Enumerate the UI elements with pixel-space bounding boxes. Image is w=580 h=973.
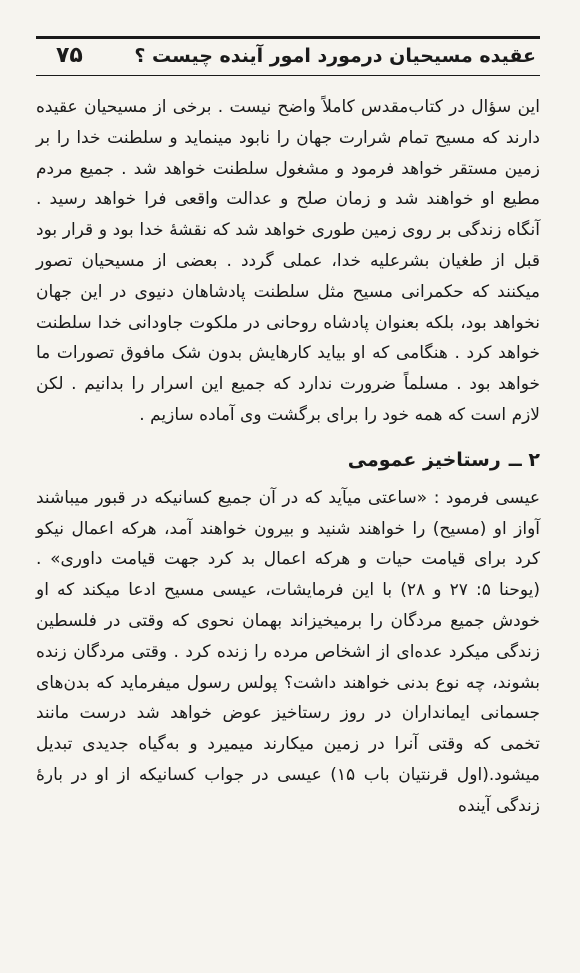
paragraph-2: عیسی فرمود : «ساعتی میآید که در آن جمیع کسانیکه در قبور میباشند آواز او (مسیح) را خواهند شنید و بیرون خواهند آمد، هرکه اعمال نیکو کرد برای قیامت حیات و هرکه اعمال بد کرد جهت قیامت داوری» .(یوحنا ۵: ۲۷ و ۲۸) با این فرمایشات، عیسی مسیح ادعا میکند که او خودش جمیع مردگان را برمیخیزاند بهمان نحوی که وقتی در فلسطین زندگی میکرد عده‌ای از اشخاص مرده را زنده کرد . وقتی مردگان زنده بشوند، چه نوع بدنی خواهند داشت؟ پولس رسول میفرماید که بدن‌های جسمانی ایمانداران در روز رستاخیز عوض خواهد شد درست مانند تخمی که وقتی آنرا در زمین میکارند میمیرد و به‌گیاه جدیدی تبدیل میشود.(اول قرنتیان باب ۱۵) عیسی در جواب کسانیکه از او در بارهٔ زندگی آینده (36, 487, 540, 816)
section-title: رستاخیز عمومی (347, 448, 501, 471)
running-title: عقیده مسیحیان درمورد امور آینده چیست ؟ (134, 45, 536, 67)
body-text (36, 92, 540, 822)
page-number: ۷۵ (56, 43, 83, 68)
section-number: ۲ ــ (508, 448, 540, 471)
paragraph-1: این سؤال در کتاب‌مقدس کاملاً واضح نیست . برخی از مسیحیان عقیده دارند که مسیح تمام شرارت جهان را نابود مینماید و سلطنت خدا را بر زمین مستقر خواهد فرمود و مشغول سلطنت خواهد شد . جمیع مردم مطیع او خواهند شد و زمان صلح و عدالت واقعی فرا خواهد رسید . آنگاه زندگی بر روی زمین طوری خواهد شد که نقشهٔ خدا بود و قرار بود قبل از طغیان بشرعلیه خدا، عملی گردد . بعضی از مسیحیان تصور میکنند که حکمرانی مسیح مثل سلطنت پادشاهان دنیوی در این جهان نخواهد بود، بلکه بعنوان پادشاه روحانی در ملکوت جاودانی خدا سلطنت خواهد کرد . هنگامی که او بیاید کارهایش بدون شک مافوق تصورات ما خواهد بود . مسلماً ضرورت ندارد که جمیع این اسرار را بدانیم . لکن لازم است که همه خود را برای برگشت وی آماده سازیم . (36, 97, 540, 425)
section-heading (36, 443, 540, 477)
running-header (36, 36, 540, 76)
